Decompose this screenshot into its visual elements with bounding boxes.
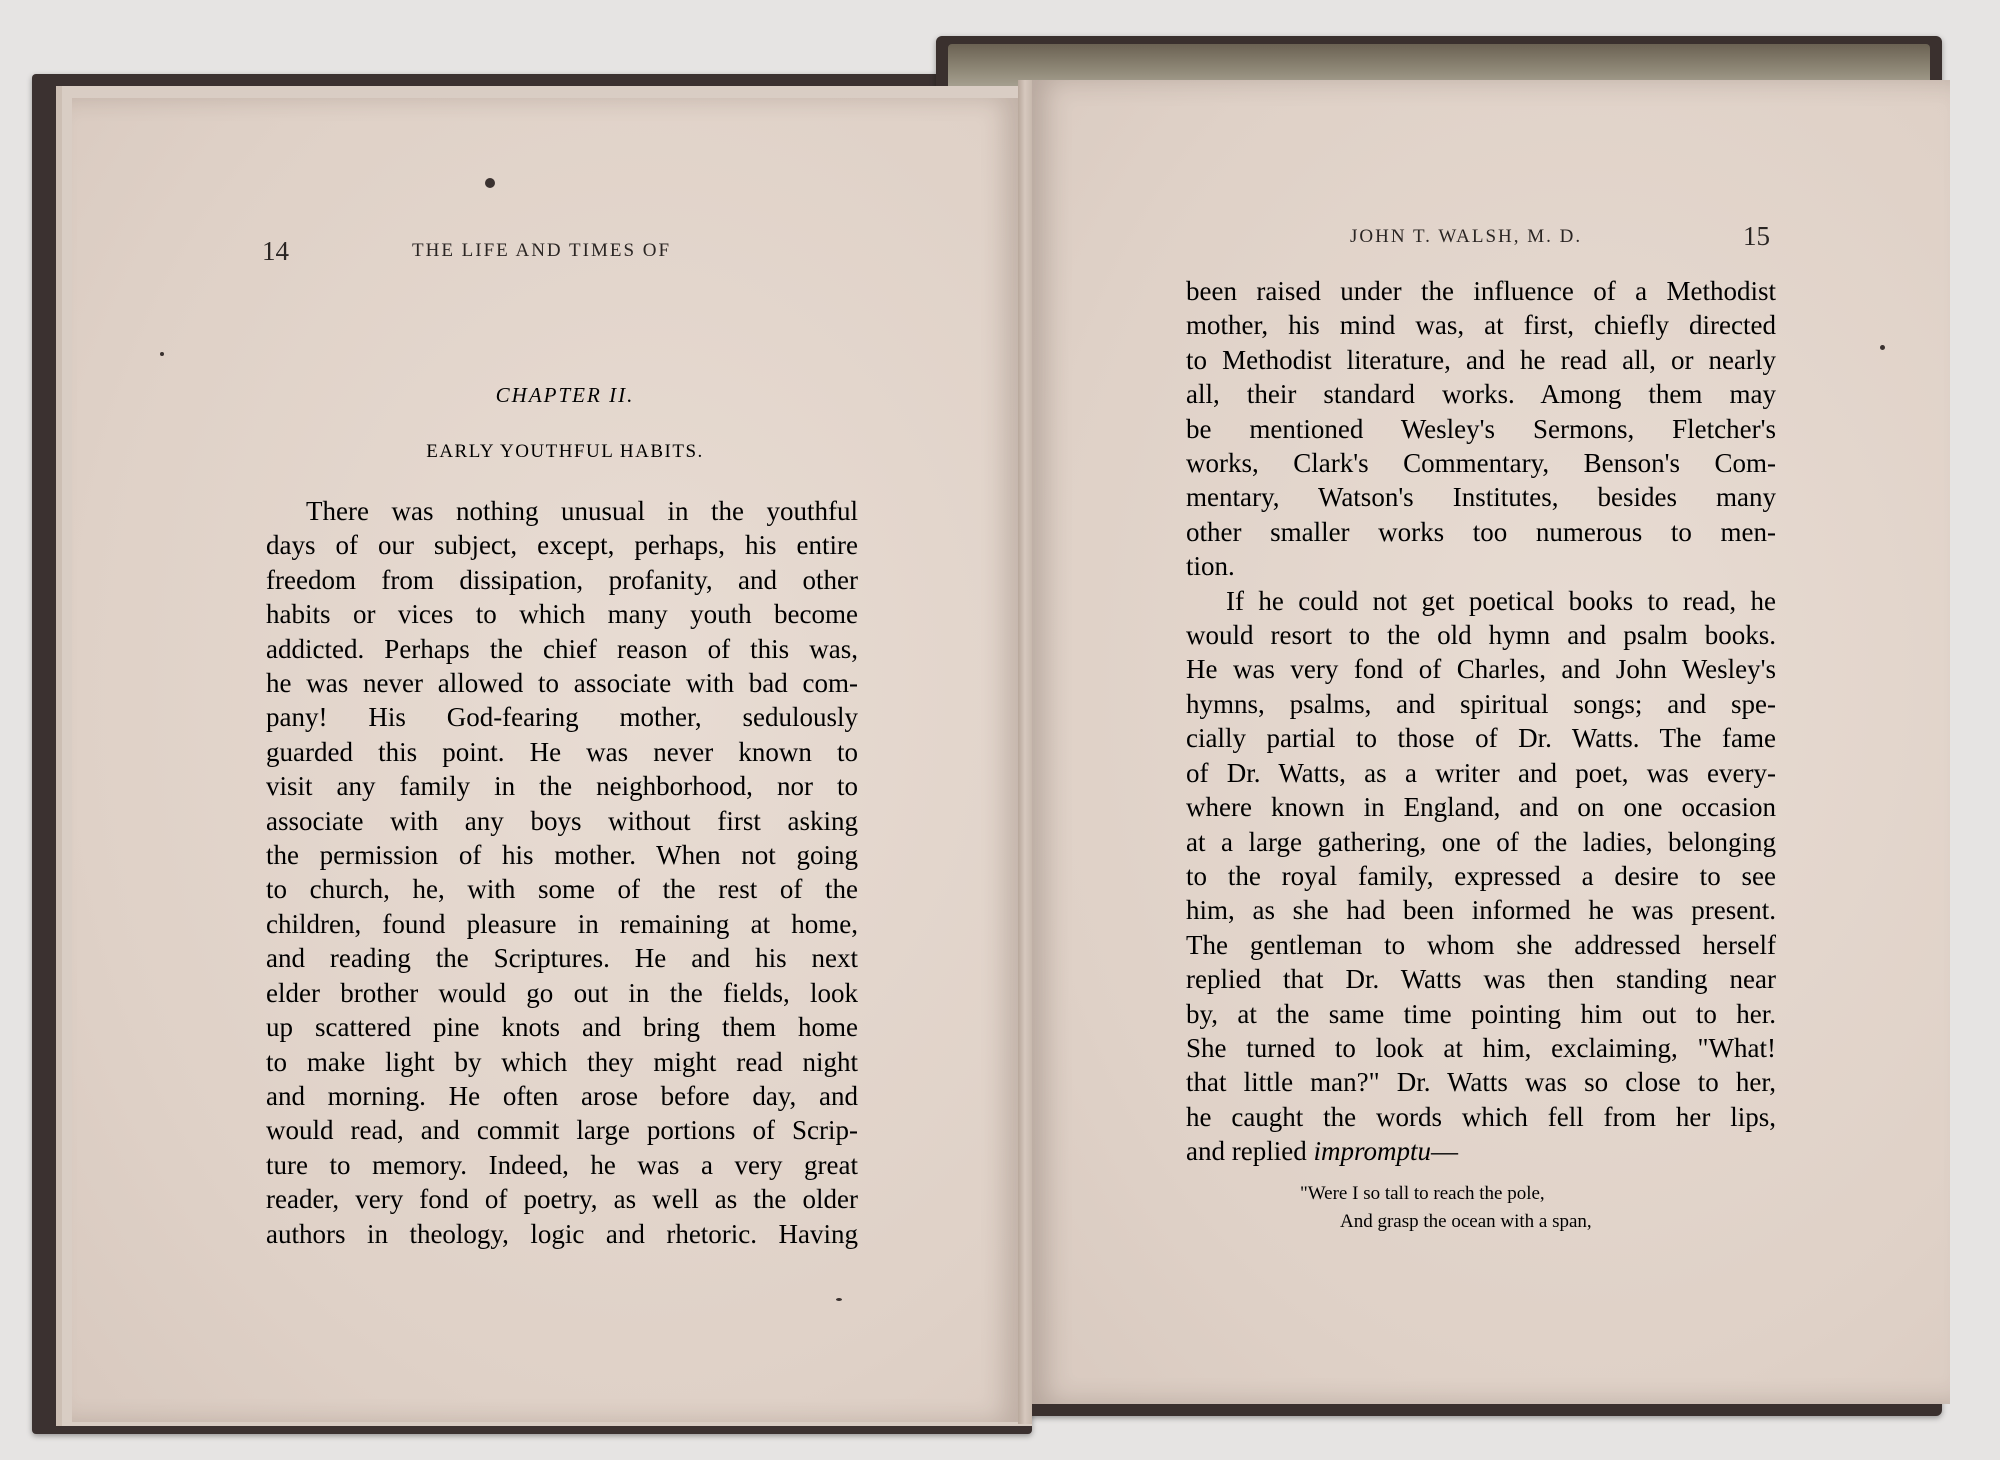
text-line: where known in England, and on one occasion (1186, 792, 1776, 823)
paper-speck (1880, 345, 1885, 350)
text-line: habits or vices to which many youth become (266, 599, 858, 630)
text-line: other smaller works too numerous to men- (1186, 516, 1776, 547)
final-line-prefix: and replied (1186, 1136, 1314, 1167)
text-line: ture to memory. Indeed, he was a very great (266, 1149, 858, 1180)
text-line: authors in theology, logic and rhetoric. Having (266, 1218, 858, 1249)
text-line: to the royal family, expressed a desire to see (1186, 860, 1776, 891)
text-line: and morning. He often arose before day, and (266, 1080, 858, 1111)
text-line: visit any family in the neighborhood, nor to (266, 771, 858, 802)
text-line: There was nothing unusual in the youthful (306, 496, 858, 526)
text-line: reader, very fond of poetry, as well as the older (266, 1184, 858, 1215)
right-body-text (1186, 274, 1776, 1169)
text-line: he was never allowed to associate with bad com- (266, 668, 858, 699)
final-line-suffix: — (1430, 1136, 1458, 1167)
text-line: mother, his mind was, at first, chiefly directed (1186, 310, 1776, 341)
text-line: up scattered pine knots and bring them home (266, 1012, 858, 1043)
text-line: guarded this point. He was never known to (266, 736, 858, 767)
text-line: to make light by which they might read night (266, 1046, 858, 1077)
text-line: tion. (1186, 551, 1235, 582)
text-line: and reading the Scriptures. He and his next (266, 943, 858, 974)
text-line-final (1186, 1134, 1776, 1168)
text-line: at a large gathering, one of the ladies, belonging (1186, 826, 1776, 857)
text-line: cially partial to those of Dr. Watts. The fame (1186, 723, 1776, 754)
text-line: by, at the same time pointing him out to her. (1186, 998, 1776, 1029)
text-line: would resort to the old hymn and psalm books. (1186, 620, 1776, 651)
text-line: of Dr. Watts, as a writer and poet, was every- (1186, 757, 1776, 788)
text-line: freedom from dissipation, profanity, and other (266, 564, 858, 595)
chapter-title: CHAPTER II. (495, 383, 635, 407)
text-line: replied that Dr. Watts was then standing near (1186, 964, 1776, 995)
text-line: that little man?" Dr. Watts was so close to her, (1186, 1067, 1776, 1098)
text-line: He was very fond of Charles, and John Wesley's (1186, 654, 1776, 685)
chapter-subtitle: EARLY YOUTHFUL HABITS. (426, 441, 704, 462)
book-gutter (1018, 80, 1032, 1424)
text-line: would read, and commit large portions of Scrip- (266, 1115, 858, 1146)
text-line: She turned to look at him, exclaiming, "What! (1186, 1032, 1776, 1063)
paper-speck (836, 1298, 842, 1301)
text-line: he caught the words which fell from her lips, (1186, 1101, 1776, 1132)
text-line: days of our subject, except, perhaps, his entire (266, 530, 858, 561)
text-line: the permission of his mother. When not going (266, 840, 858, 871)
text-line: to Methodist literature, and he read all, or nearly (1186, 344, 1776, 375)
text-line: associate with any boys without first asking (266, 805, 858, 836)
text-line: all, their standard works. Among them may (1186, 379, 1776, 410)
text-line: The gentleman to whom she addressed herself (1186, 929, 1776, 960)
text-line: mentary, Watson's Institutes, besides many (1186, 482, 1776, 513)
paper-speck (485, 178, 495, 188)
text-line: be mentioned Wesley's Sermons, Fletcher's (1186, 413, 1776, 444)
right-page-number: 15 (1743, 221, 1770, 251)
right-running-head: JOHN T. WALSH, M. D. (1350, 226, 1583, 247)
text-line: pany! His God-fearing mother, sedulously (266, 702, 858, 733)
verse-quote (1300, 1180, 1760, 1236)
text-line: addicted. Perhaps the chief reason of this was, (266, 633, 858, 664)
text-line: If he could not get poetical books to read, he (1226, 585, 1776, 616)
text-line: been raised under the influence of a Methodist (1186, 276, 1776, 306)
final-line-italic: impromptu (1313, 1136, 1431, 1167)
text-line: hymns, psalms, and spiritual songs; and spe- (1186, 688, 1776, 719)
text-line: elder brother would go out in the fields, look (266, 977, 858, 1008)
left-page-number: 14 (262, 236, 289, 266)
text-line: works, Clark's Commentary, Benson's Com- (1186, 448, 1776, 479)
left-body-text (266, 494, 858, 1251)
verse-line: And grasp the ocean with a span, (1340, 1211, 1592, 1232)
verse-line: "Were I so tall to reach the pole, (1300, 1183, 1545, 1204)
text-line: to church, he, with some of the rest of the (266, 874, 858, 905)
paper-speck (160, 352, 164, 356)
text-line: children, found pleasure in remaining at home, (266, 908, 858, 939)
left-running-head: THE LIFE AND TIMES OF (412, 240, 672, 261)
text-line: him, as she had been informed he was present. (1186, 895, 1776, 926)
